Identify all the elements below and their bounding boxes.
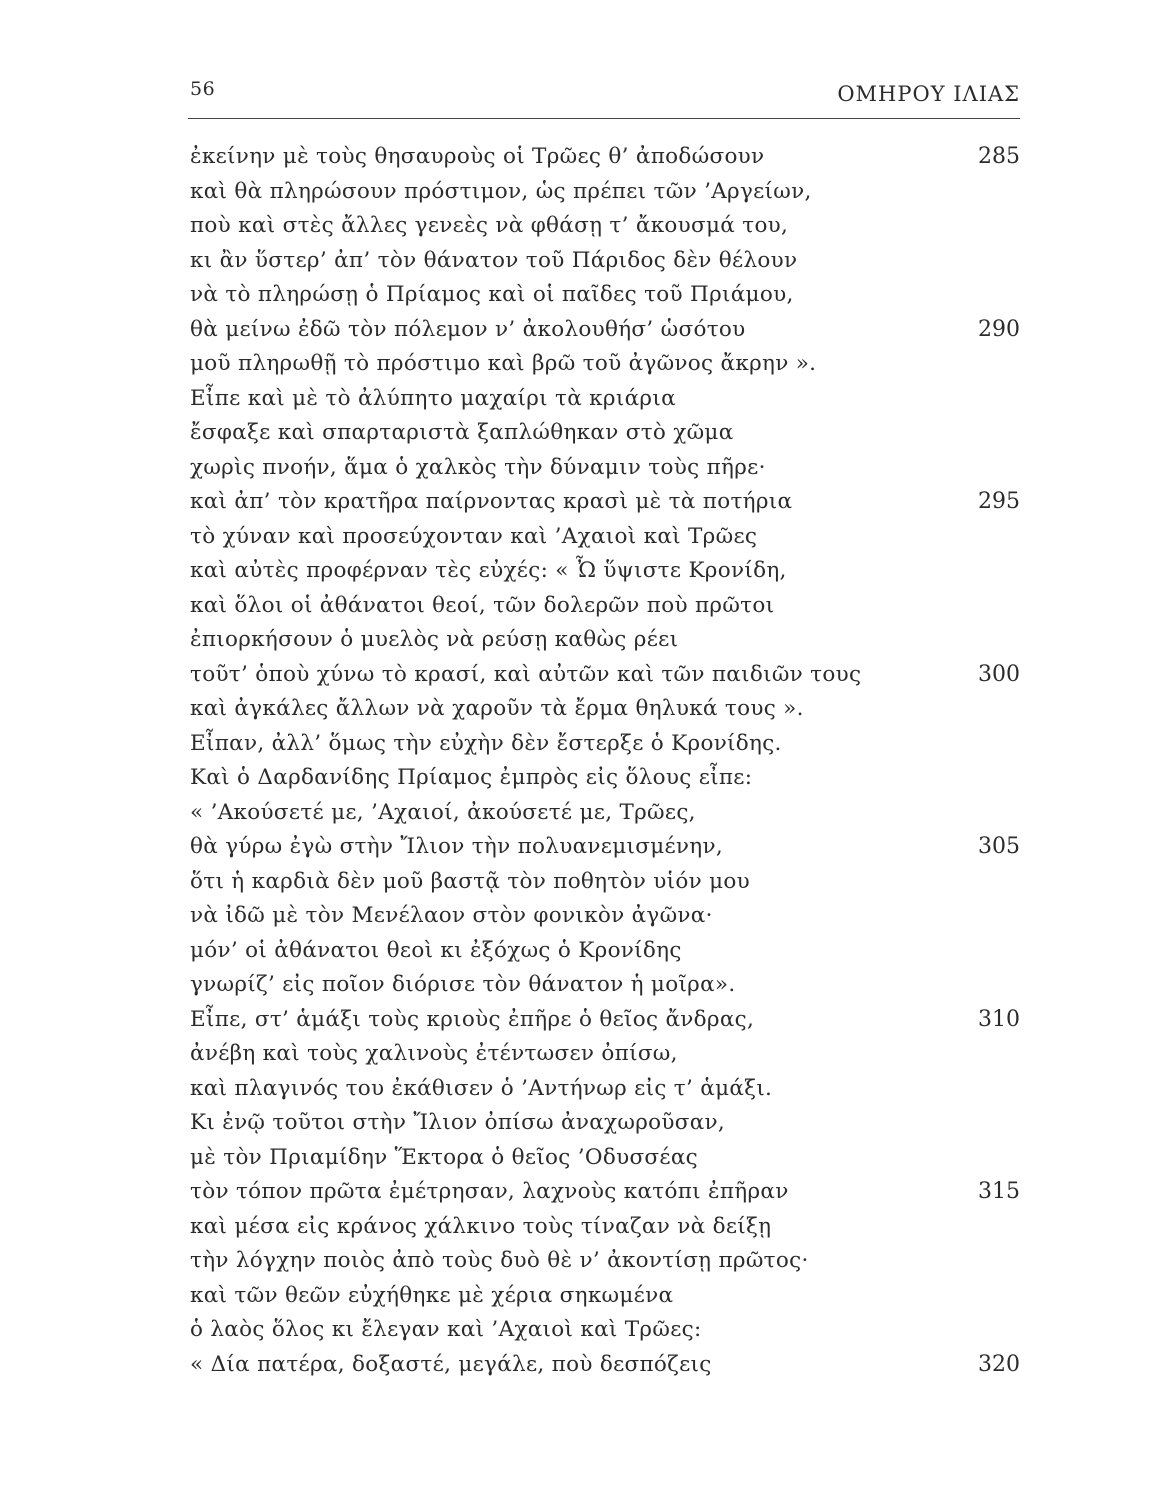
page-number: 56 (190, 78, 216, 100)
verse-text: ἔσφαξε καὶ σπαρταριστὰ ξαπλώθηκαν στὸ χῶμα (190, 420, 734, 445)
verse-line (190, 1037, 1020, 1072)
verse-text: τοῦτ’ ὁποὺ χύνω τὸ κρασί, καὶ αὐτῶν καὶ τῶν παιδιῶν τους (190, 661, 862, 687)
verse-line (190, 520, 1020, 555)
verse-text: ὁ λαὸς ὅλος κι ἔλεγαν καὶ ’Αχαιοὶ καὶ Τρῶες: (190, 1317, 702, 1342)
verse-line (190, 175, 1020, 210)
verse-text: γνωρίζ’ εἰς ποῖον διόρισε τὸν θάνατον ἡ μοῖρα». (190, 972, 736, 997)
verse-line (190, 1210, 1020, 1245)
verse-text: ἐπιορκήσουν ὁ μυελὸς νὰ ρεύσῃ καθὼς ρέει (190, 627, 679, 652)
page-header (188, 70, 1020, 119)
verse-line (190, 1003, 1020, 1038)
verse-text: Καὶ ὁ Δαρδανίδης Πρίαμος ἐμπρὸς εἰς ὅλους εἶπε: (190, 765, 753, 790)
verse-line (190, 1348, 1020, 1383)
poem-text (190, 140, 1020, 1382)
verse-line (190, 1072, 1020, 1107)
verse-text: καὶ πλαγινός του ἐκάθισεν ὁ ’Αντήνωρ εἰς τ’ ἁμάξι. (190, 1075, 773, 1101)
verse-line (190, 1106, 1020, 1141)
verse-line (190, 1279, 1020, 1314)
verse-text: ὅτι ἡ καρδιὰ δὲν μοῦ βαστᾷ τὸν ποθητὸν υἱόν μου (190, 868, 751, 894)
verse-line (190, 1141, 1020, 1176)
verse-text: τὴν λόγχην ποιὸς ἀπὸ τοὺς δυὸ θὲ ν’ ἀκοντίσῃ πρῶτος· (190, 1248, 809, 1273)
verse-text: νὰ ἰδῶ μὲ τὸν Μενέλαον στὸν φονικὸν ἀγῶνα· (190, 903, 713, 928)
verse-line (190, 899, 1020, 934)
verse-text: Εἶπε, στ’ ἁμάξι τοὺς κριοὺς ἐπῆρε ὁ θεῖος ἄνδρας, (190, 1006, 755, 1032)
verse-line (190, 934, 1020, 969)
verse-line (190, 209, 1020, 244)
verse-text: μοῦ πληρωθῇ τὸ πρόστιμο καὶ βρῶ τοῦ ἀγῶνος ἄκρην ». (190, 351, 817, 376)
verse-line (190, 382, 1020, 417)
line-number: 310 (978, 1006, 1020, 1032)
verse-line (190, 1175, 1020, 1210)
verse-text: θὰ γύρω ἐγὼ στὴν Ἴλιον τὴν πολυανεμισμένην, (190, 834, 723, 859)
verse-text: καὶ αὐτὲς προφέρναν τὲς εὐχές: « Ὦ ὕψιστε Κρονίδη, (190, 558, 787, 583)
verse-text: ποὺ καὶ στὲς ἄλλες γενεὲς νὰ φθάσῃ τ’ ἄκουσμά του, (190, 213, 789, 238)
verse-line (190, 727, 1020, 762)
verse-text: τὸν τόπον πρῶτα ἐμέτρησαν, λαχνοὺς κατόπι ἐπῆραν (190, 1179, 789, 1204)
verse-line (190, 796, 1020, 831)
verse-text: καὶ θὰ πληρώσουν πρόστιμον, ὡς πρέπει τῶν ’Αργείων, (190, 178, 812, 204)
verse-text: κι ἂν ὕστερ’ ἀπ’ τὸν θάνατον τοῦ Πάριδος δὲν θέλουν (190, 247, 798, 273)
verse-line (190, 554, 1020, 589)
verse-line (190, 1244, 1020, 1279)
line-number: 315 (978, 1179, 1020, 1204)
running-title: ΟΜΗΡΟΥ ΙΛΙΑΣ (837, 82, 1020, 106)
verse-text: καὶ τῶν θεῶν εὐχήθηκε μὲ χέρια σηκωμένα (190, 1282, 674, 1308)
verse-text: καὶ ἀγκάλες ἄλλων νὰ χαροῦν τὰ ἔρμα θηλυκά τους ». (190, 696, 804, 721)
verse-line (190, 416, 1020, 451)
verse-text: Εἶπαν, ἀλλ’ ὅμως τὴν εὐχὴν δὲν ἔστερξε ὁ Κρονίδης. (190, 730, 782, 756)
verse-text: « Δία πατέρα, δοξαστέ, μεγάλε, ποὺ δεσπόζεις (190, 1351, 712, 1377)
verse-line (190, 347, 1020, 382)
verse-text: τὸ χύναν καὶ προσεύχονταν καὶ ’Αχαιοὶ καὶ Τρῶες (190, 523, 758, 549)
verse-text: Κι ἐνῷ τοῦτοι στὴν Ἴλιον ὀπίσω ἀναχωροῦσαν, (190, 1110, 726, 1135)
verse-text: θὰ μείνω ἐδῶ τὸν πόλεμον ν’ ἀκολουθήσ’ ὡσότου (190, 316, 746, 342)
verse-text: μόν’ οἱ ἀθάνατοι θεοὶ κι ἐξόχως ὁ Κρονίδης (190, 937, 682, 963)
verse-line (190, 140, 1020, 175)
verse-line (190, 589, 1020, 624)
line-number: 305 (978, 834, 1020, 859)
verse-line (190, 623, 1020, 658)
verse-text: καὶ ὅλοι οἱ ἀθάνατοι θεοί, τῶν δολερῶν ποὺ πρῶτοι (190, 592, 775, 618)
verse-text: νὰ τὸ πληρώσῃ ὁ Πρίαμος καὶ οἱ παῖδες τοῦ Πριάμου, (190, 282, 794, 307)
verse-line (190, 451, 1020, 486)
verse-line (190, 830, 1020, 865)
verse-line (190, 485, 1020, 520)
verse-text: « ’Ακούσετέ με, ’Αχαιοί, ἀκούσετέ με, Τρῶες, (190, 799, 696, 825)
verse-text: καὶ μέσα εἰς κράνος χάλκινο τοὺς τίναζαν νὰ δείξῃ (190, 1213, 772, 1239)
verse-text: χωρὶς πνοήν, ἅμα ὁ χαλκὸς τὴν δύναμιν τοὺς πῆρε· (190, 454, 766, 480)
verse-line (190, 692, 1020, 727)
verse-line (190, 244, 1020, 279)
verse-line (190, 1313, 1020, 1348)
line-number: 295 (978, 489, 1020, 514)
verse-line (190, 658, 1020, 693)
verse-text: μὲ τὸν Πριαμίδην Ἕκτορα ὁ θεῖος ’Οδυσσέας (190, 1144, 699, 1170)
line-number: 285 (978, 144, 1020, 169)
verse-text: ἐκείνην μὲ τοὺς θησαυροὺς οἱ Τρῶες θ’ ἀποδώσουν (190, 144, 765, 169)
line-number: 300 (978, 661, 1020, 687)
verse-line (190, 865, 1020, 900)
verse-text: Εἶπε καὶ μὲ τὸ ἀλύπητο μαχαίρι τὰ κριάρια (190, 385, 676, 411)
verse-text: καὶ ἀπ’ τὸν κρατῆρα παίρνοντας κρασὶ μὲ τὰ ποτήρια (190, 489, 793, 514)
verse-line (190, 278, 1020, 313)
verse-text: ἀνέβη καὶ τοὺς χαλινοὺς ἐτέντωσεν ὀπίσω, (190, 1041, 678, 1066)
verse-line (190, 968, 1020, 1003)
verse-line (190, 313, 1020, 348)
verse-line (190, 761, 1020, 796)
line-number: 320 (978, 1351, 1020, 1377)
line-number: 290 (978, 316, 1020, 342)
